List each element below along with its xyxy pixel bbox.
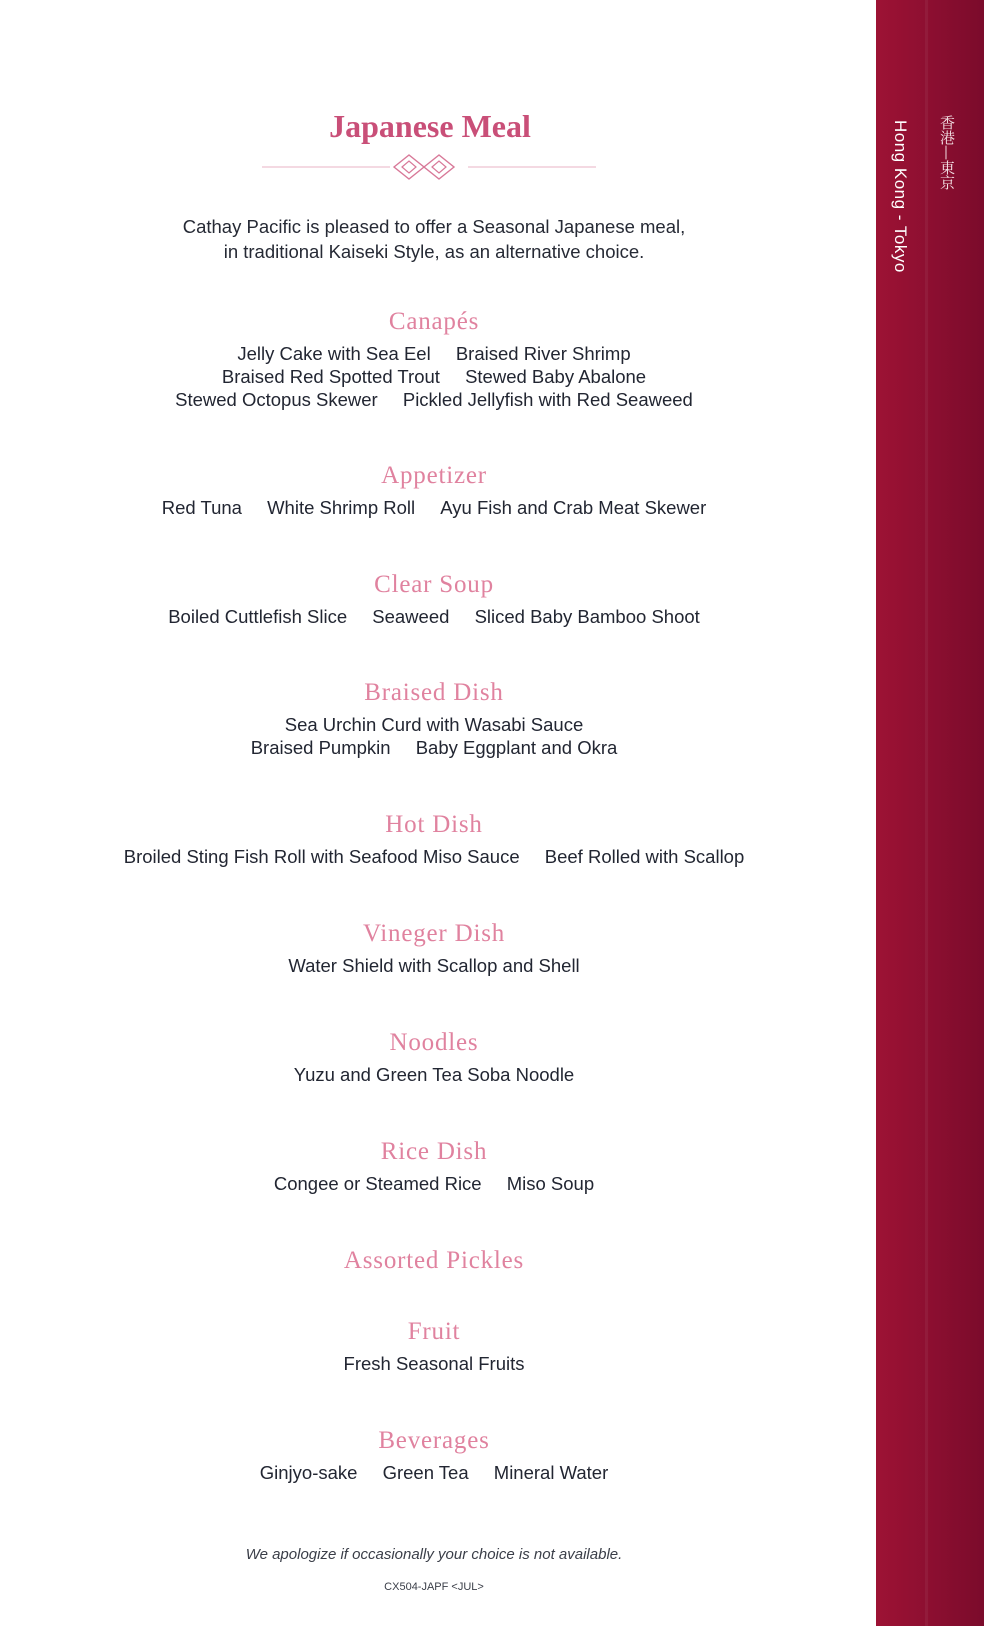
section-items bbox=[0, 713, 868, 759]
menu-item: Braised River Shrimp bbox=[455, 343, 631, 364]
title-ornament bbox=[262, 152, 596, 182]
section-hot-dish bbox=[0, 805, 868, 868]
section-clear-soup bbox=[0, 565, 868, 628]
section-items bbox=[0, 605, 868, 628]
section-heading: Hot Dish bbox=[385, 811, 483, 838]
section-braised-dish bbox=[0, 673, 868, 759]
menu-item: Green Tea bbox=[382, 1462, 469, 1483]
section-heading: Noodles bbox=[389, 1029, 479, 1056]
band-divider bbox=[925, 0, 928, 1626]
section-items bbox=[0, 1461, 868, 1484]
menu-code: CX504-JAPF <JUL> bbox=[384, 1581, 484, 1593]
menu-item: White Shrimp Roll bbox=[267, 497, 416, 518]
intro-text bbox=[0, 214, 868, 264]
menu-item: Ginjyo-sake bbox=[259, 1462, 358, 1483]
menu-item: Seaweed bbox=[372, 606, 450, 627]
intro-line: in traditional Kaiseki Style, as an alternative choice. bbox=[223, 241, 645, 262]
menu-item: Stewed Octopus Skewer bbox=[175, 389, 378, 410]
menu-item: Ayu Fish and Crab Meat Skewer bbox=[440, 497, 707, 518]
intro-line: Cathay Pacific is pleased to offer a Seasonal Japanese meal, bbox=[182, 216, 686, 237]
menu-item: Stewed Baby Abalone bbox=[465, 366, 647, 387]
menu-item: Sea Urchin Curd with Wasabi Sauce bbox=[284, 714, 584, 735]
menu-item: Braised Red Spotted Trout bbox=[221, 366, 440, 387]
section-heading: Clear Soup bbox=[374, 571, 494, 598]
section-noodles bbox=[0, 1023, 868, 1086]
menu-item: Braised Pumpkin bbox=[250, 737, 391, 758]
menu-item: Baby Eggplant and Okra bbox=[415, 737, 618, 758]
section-rice-dish bbox=[0, 1132, 868, 1195]
section-heading: Braised Dish bbox=[364, 679, 504, 706]
menu-item: Miso Soup bbox=[506, 1173, 595, 1194]
section-heading: Canapés bbox=[388, 308, 480, 335]
section-fruit bbox=[0, 1312, 868, 1375]
route-label-chinese: 香港—東京 bbox=[938, 115, 956, 190]
route-label-english: Hong Kong - Tokyo bbox=[891, 120, 910, 273]
availability-note: We apologize if occasionally your choice is not available. bbox=[245, 1546, 623, 1563]
menu-item: Pickled Jellyfish with Red Seaweed bbox=[402, 389, 693, 410]
menu-title: Japanese Meal bbox=[329, 108, 531, 144]
section-items bbox=[0, 496, 868, 519]
section-appetizer bbox=[0, 456, 868, 519]
section-heading: Beverages bbox=[378, 1427, 490, 1454]
section-heading: Fruit bbox=[407, 1318, 461, 1345]
section-beverages bbox=[0, 1421, 868, 1484]
section-canapes bbox=[0, 302, 868, 411]
section-items bbox=[0, 1352, 868, 1375]
section-items bbox=[0, 845, 868, 868]
menu-item: Broiled Sting Fish Roll with Seafood Miso Sauce bbox=[123, 846, 520, 867]
menu-item: Sliced Baby Bamboo Shoot bbox=[474, 606, 700, 627]
menu-item: Boiled Cuttlefish Slice bbox=[168, 606, 348, 627]
section-heading: Vineger Dish bbox=[362, 920, 506, 947]
section-items bbox=[0, 954, 868, 977]
menu-item: Mineral Water bbox=[493, 1462, 609, 1483]
menu-item: Yuzu and Green Tea Soba Noodle bbox=[293, 1064, 575, 1085]
menu-item: Jelly Cake with Sea Eel bbox=[237, 343, 431, 364]
section-heading: Rice Dish bbox=[380, 1138, 488, 1165]
section-items bbox=[0, 342, 868, 411]
section-vineger-dish bbox=[0, 914, 868, 977]
menu-item: Fresh Seasonal Fruits bbox=[343, 1353, 525, 1374]
menu-item: Water Shield with Scallop and Shell bbox=[288, 955, 580, 976]
menu-item: Beef Rolled with Scallop bbox=[544, 846, 745, 867]
section-items bbox=[0, 1172, 868, 1195]
section-assorted-pickles bbox=[0, 1241, 868, 1281]
section-heading: Appetizer bbox=[381, 462, 487, 489]
menu-item: Congee or Steamed Rice bbox=[273, 1173, 482, 1194]
menu-item: Red Tuna bbox=[161, 497, 242, 518]
section-heading: Assorted Pickles bbox=[343, 1247, 525, 1274]
section-items bbox=[0, 1063, 868, 1086]
